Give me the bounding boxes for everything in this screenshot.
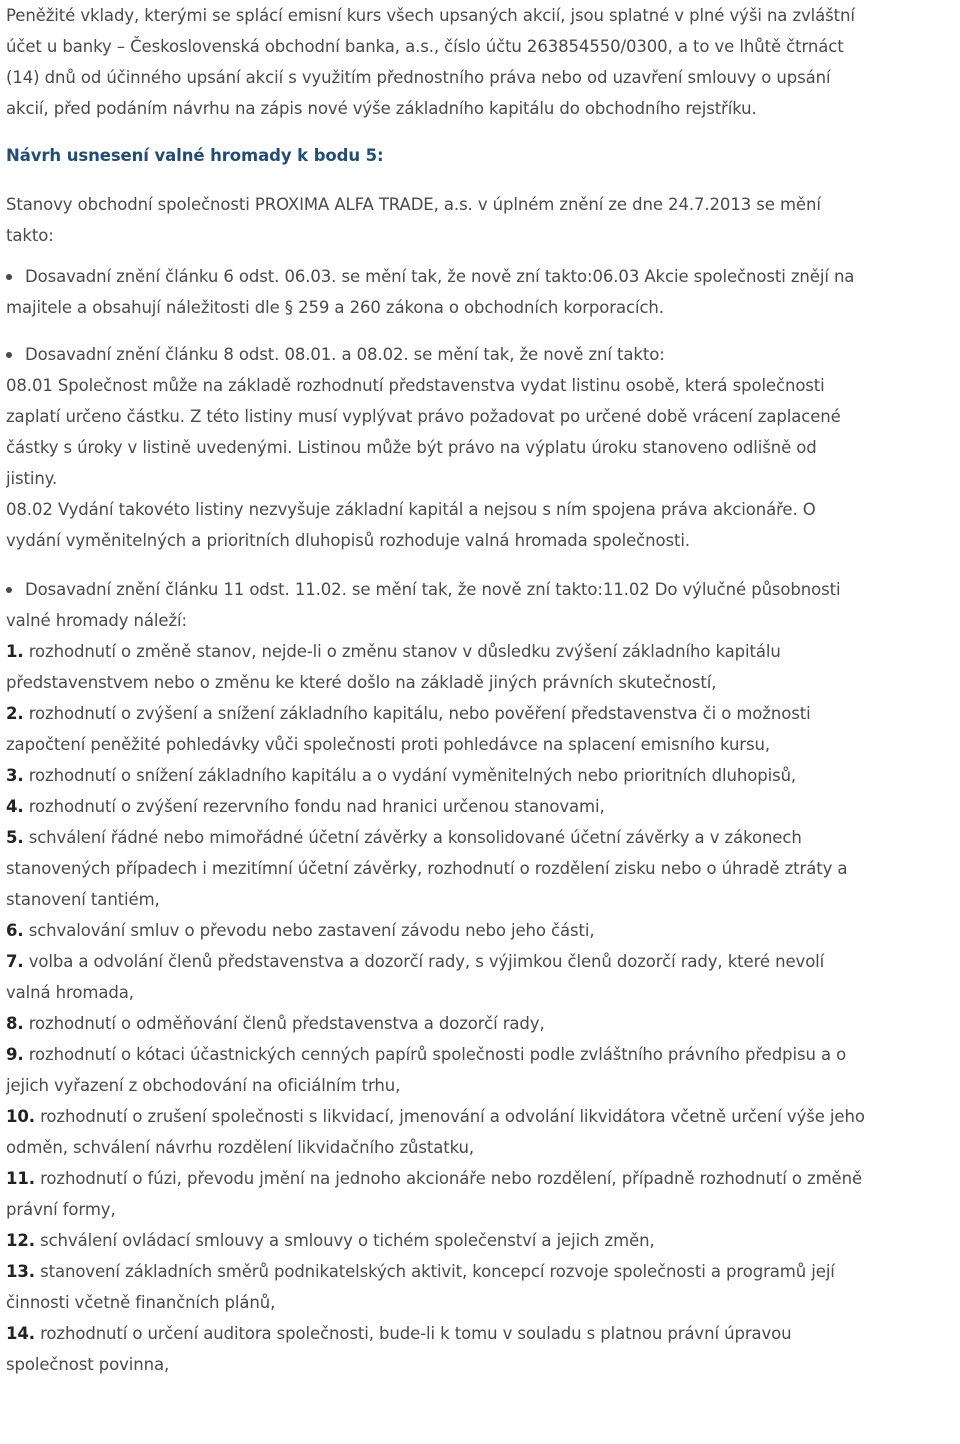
list-item	[6, 1225, 954, 1256]
text-line	[6, 1132, 954, 1163]
list-item	[6, 1101, 954, 1163]
item-text: rozhodnutí o kótaci účastnických cenných papírů společnosti podle zvláštního právního předpisu a o	[28, 1045, 847, 1064]
item-text: schválení ovládací smlouvy a smlouvy o tichém společenství a jejich změn,	[40, 1231, 655, 1250]
list-item	[6, 760, 954, 791]
item-number: 9.	[6, 1045, 24, 1064]
bullet-item	[6, 261, 954, 292]
bullet-item	[6, 339, 954, 370]
text-line	[6, 791, 954, 822]
item-text: rozhodnutí o určení auditora společnosti, bude-li k tomu v souladu s platnou právní úpravou	[40, 1324, 792, 1343]
item-text: rozhodnutí o odměňování členů představenstva a dozorčí rady,	[28, 1014, 545, 1033]
item-text: valná hromada,	[6, 983, 134, 1002]
text-line	[6, 1070, 954, 1101]
item-number: 3.	[6, 766, 24, 785]
item-number: 2.	[6, 704, 24, 723]
text-line	[6, 1287, 954, 1318]
text-line	[6, 946, 954, 977]
item-number: 1.	[6, 642, 24, 661]
change-article-6	[6, 261, 954, 323]
text-line: akcií, před podáním návrhu na zápis nové výše základního kapitálu do obchodního rejstříku.	[6, 99, 757, 118]
item-number: 10.	[6, 1107, 35, 1126]
change-article-11	[6, 574, 954, 636]
text-line	[6, 1163, 954, 1194]
item-number: 5.	[6, 828, 24, 847]
text-line: 08.02 Vydání takovéto listiny nezvyšuje základní kapitál a nejsou s ním spojena práva akcionáře. O	[6, 500, 816, 519]
text-line	[6, 853, 954, 884]
bullet-icon	[6, 274, 12, 280]
item-number: 8.	[6, 1014, 24, 1033]
item-text: společnost povinna,	[6, 1355, 170, 1374]
item-text: činnosti včetně finančních plánů,	[6, 1293, 276, 1312]
list-item	[6, 698, 954, 760]
item-text: schválení řádné nebo mimořádné účetní závěrky a konsolidované účetní závěrky a v zákonech	[28, 828, 802, 847]
bullet-item	[6, 574, 954, 605]
item-text: odměn, schválení návrhu rozdělení likvidačního zůstatku,	[6, 1138, 475, 1157]
list-item	[6, 1008, 954, 1039]
powers-list	[6, 636, 954, 1380]
text-line: účet u banky – Československá obchodní banka, a.s., číslo účtu 263854550/0300, a to ve lhůtě čtrnáct	[6, 37, 844, 56]
bullet-text: Dosavadní znění článku 8 odst. 08.01. a 08.02. se mění tak, že nově zní takto:	[25, 345, 665, 364]
item-text: stanovení tantiém,	[6, 890, 160, 909]
change-article-8	[6, 339, 954, 556]
intro-paragraph	[6, 0, 954, 124]
text-line: 08.01 Společnost může na základě rozhodnutí představenstva vydat listinu osobě, která společnosti	[6, 376, 825, 395]
list-item	[6, 822, 954, 915]
list-item	[6, 1039, 954, 1101]
item-text: rozhodnutí o zrušení společnosti s likvidací, jmenování a odvolání likvidátora včetně určení výše jeho	[40, 1107, 865, 1126]
item-number: 13.	[6, 1262, 35, 1281]
bullet-text: Dosavadní znění článku 11 odst. 11.02. se mění tak, že nově zní takto:11.02 Do výlučné působnosti	[25, 580, 841, 599]
text-line: jistiny.	[6, 469, 58, 488]
text-line	[6, 822, 954, 853]
statute-intro	[6, 189, 954, 251]
text-line: valné hromady náleží:	[6, 611, 187, 630]
item-number: 4.	[6, 797, 24, 816]
item-text: volba a odvolání členů představenstva a dozorčí rady, s výjimkou členů dozorčí rady, které nevolí	[28, 952, 825, 971]
item-number: 12.	[6, 1231, 35, 1250]
bullet-text: Dosavadní znění článku 6 odst. 06.03. se mění tak, že nově zní takto:06.03 Akcie společnosti znějí na	[25, 267, 855, 286]
text-line: takto:	[6, 226, 54, 245]
item-number: 6.	[6, 921, 24, 940]
text-line	[6, 1256, 954, 1287]
item-text: právní formy,	[6, 1200, 116, 1219]
text-line	[6, 636, 954, 667]
text-line	[6, 729, 954, 760]
item-text: rozhodnutí o zvýšení rezervního fondu nad hranici určenou stanovami,	[28, 797, 605, 816]
text-line	[6, 1008, 954, 1039]
text-line: Stanovy obchodní společnosti PROXIMA ALFA TRADE, a.s. v úplném znění ze dne 24.7.2013 se mění	[6, 195, 821, 214]
item-text: rozhodnutí o zvýšení a snížení základního kapitálu, nebo pověření představenstva či o možnosti	[28, 704, 811, 723]
bullet-icon	[6, 587, 12, 593]
item-text: rozhodnutí o snížení základního kapitálu a o vydání vyměnitelných nebo prioritních dluhopisů,	[28, 766, 797, 785]
text-line	[6, 1194, 954, 1225]
item-text: započtení peněžité pohledávky vůči společnosti proti pohledávce na splacení emisního kursu,	[6, 735, 770, 754]
item-text: schvalování smluv o převodu nebo zastavení závodu nebo jeho části,	[28, 921, 595, 940]
text-line	[6, 698, 954, 729]
text-line: částky s úroky v listině uvedenými. Listinou může být právo na výplatu úroku stanoveno odlišně od	[6, 438, 817, 457]
item-text: stanovených případech i mezitímní účetní závěrky, rozhodnutí o rozdělení zisku nebo o úhradě ztráty a	[6, 859, 848, 878]
text-line: zaplatí určeno částku. Z této listiny musí vyplývat právo požadovat po určené době vrácení zaplacené	[6, 407, 841, 426]
item-number: 11.	[6, 1169, 35, 1188]
text-line	[6, 884, 954, 915]
text-line: Peněžité vklady, kterými se splácí emisní kurs všech upsaných akcií, jsou splatné v plné výši na zvláštní	[6, 6, 855, 25]
item-number: 7.	[6, 952, 24, 971]
list-item	[6, 1256, 954, 1318]
bullet-icon	[6, 352, 12, 358]
item-text: jejich vyřazení z obchodování na oficiálním trhu,	[6, 1076, 401, 1095]
section-heading: Návrh usnesení valné hromady k bodu 5:	[6, 146, 384, 165]
text-line: vydání vyměnitelných a prioritních dluhopisů rozhoduje valná hromada společnosti.	[6, 531, 690, 550]
list-item	[6, 946, 954, 1008]
item-text: rozhodnutí o změně stanov, nejde-li o změnu stanov v důsledku zvýšení základního kapitálu	[28, 642, 781, 661]
text-line	[6, 667, 954, 698]
document-page	[6, 0, 954, 1380]
text-line	[6, 1101, 954, 1132]
item-text: stanovení základních směrů podnikatelských aktivit, koncepcí rozvoje společnosti a programů její	[40, 1262, 835, 1281]
list-item	[6, 791, 954, 822]
text-line	[6, 1039, 954, 1070]
text-line	[6, 1225, 954, 1256]
list-item	[6, 636, 954, 698]
text-line: (14) dnů od účinného upsání akcií s využitím přednostního práva nebo od uzavření smlouvy o upsání	[6, 68, 831, 87]
text-line: majitele a obsahují náležitosti dle § 259 a 260 zákona o obchodních korporacích.	[6, 298, 664, 317]
list-item	[6, 915, 954, 946]
text-line	[6, 1318, 954, 1349]
text-line	[6, 915, 954, 946]
text-line	[6, 760, 954, 791]
item-text: rozhodnutí o fúzi, převodu jmění na jednoho akcionáře nebo rozdělení, případně rozhodnutí o změně	[40, 1169, 863, 1188]
list-item	[6, 1318, 954, 1380]
text-line	[6, 977, 954, 1008]
item-number: 14.	[6, 1324, 35, 1343]
list-item	[6, 1163, 954, 1225]
text-line	[6, 1349, 954, 1380]
item-text: představenstvem nebo o změnu ke které došlo na základě jiných právních skutečností,	[6, 673, 717, 692]
